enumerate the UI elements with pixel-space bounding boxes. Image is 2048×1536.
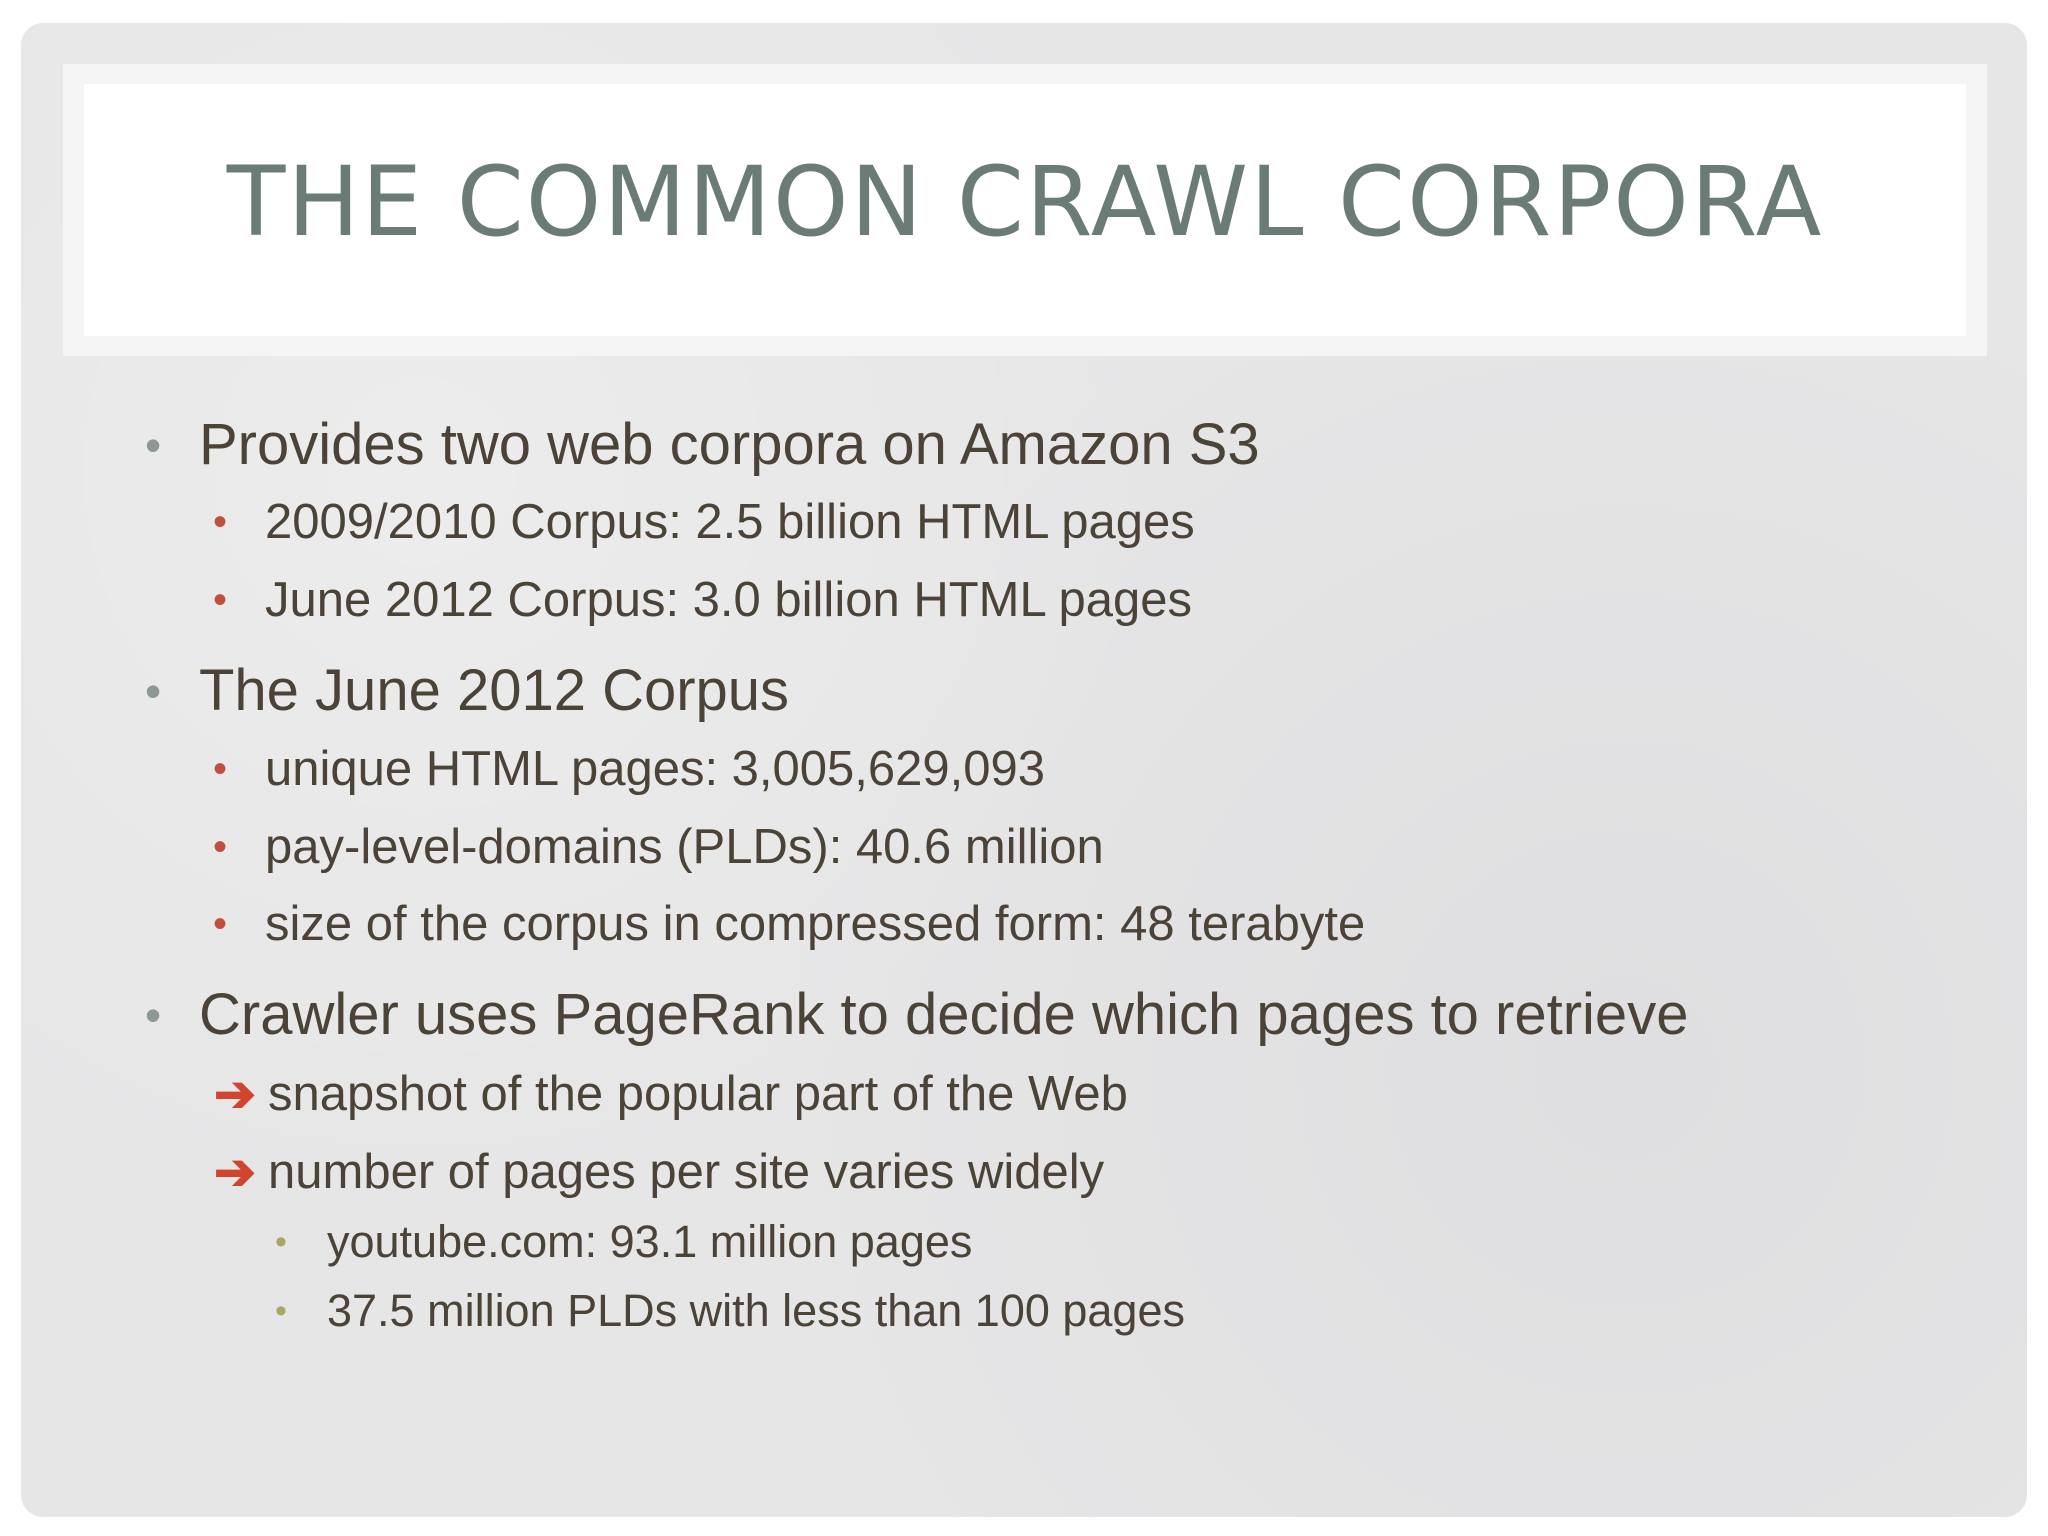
bullet-text: Provides two web corpora on Amazon S3 — [199, 412, 1260, 477]
bullet-level2 — [213, 819, 1104, 875]
bullet-marker: • — [275, 1222, 287, 1261]
bullet-marker: • — [213, 499, 228, 544]
bullet-level3 — [275, 1285, 1185, 1337]
bullet-marker: • — [275, 1291, 287, 1330]
bullet-marker: • — [145, 664, 162, 717]
bullet-level1 — [145, 657, 789, 724]
bullet-level3 — [275, 1216, 972, 1268]
arrow-item-text: number of pages per site varies widely — [268, 1145, 1105, 1199]
bullet-marker: • — [213, 901, 228, 946]
right-arrow-icon: ➔ — [214, 1066, 256, 1122]
bullet-marker: • — [213, 577, 228, 622]
bullet-level2 — [213, 741, 1045, 797]
bullet-text: The June 2012 Corpus — [199, 658, 790, 723]
bullet-level2 — [213, 494, 1195, 550]
bullet-text: 37.5 million PLDs with less than 100 pages — [327, 1285, 1185, 1336]
bullet-marker: • — [145, 988, 162, 1041]
bullet-marker: • — [145, 418, 162, 471]
right-arrow-icon: ➔ — [214, 1144, 256, 1200]
bullet-level2 — [213, 896, 1365, 952]
bullet-text: youtube.com: 93.1 million pages — [327, 1216, 973, 1267]
slide — [21, 23, 2027, 1517]
bullet-text: 2009/2010 Corpus: 2.5 billion HTML pages — [265, 495, 1195, 549]
arrow-item — [214, 1065, 1128, 1123]
arrow-item — [214, 1143, 1104, 1201]
bullet-marker: • — [213, 824, 228, 869]
bullet-level1 — [145, 981, 1688, 1048]
bullet-level2 — [213, 572, 1192, 628]
bullet-text: June 2012 Corpus: 3.0 billion HTML pages — [265, 573, 1193, 627]
bullet-text: pay-level-domains (PLDs): 40.6 million — [265, 820, 1104, 874]
bullet-text: unique HTML pages: 3,005,629,093 — [265, 742, 1046, 796]
arrow-item-text: snapshot of the popular part of the Web — [268, 1067, 1128, 1121]
bullet-marker: • — [213, 746, 228, 791]
slide-title: THE COMMON CRAWL CORPORA — [226, 146, 1824, 258]
bullet-level1 — [145, 411, 1260, 478]
slide-content — [21, 23, 2027, 1517]
bullet-text: Crawler uses PageRank to decide which pages to retrieve — [199, 982, 1689, 1047]
bullet-text: size of the corpus in compressed form: 48 terabyte — [265, 897, 1366, 951]
